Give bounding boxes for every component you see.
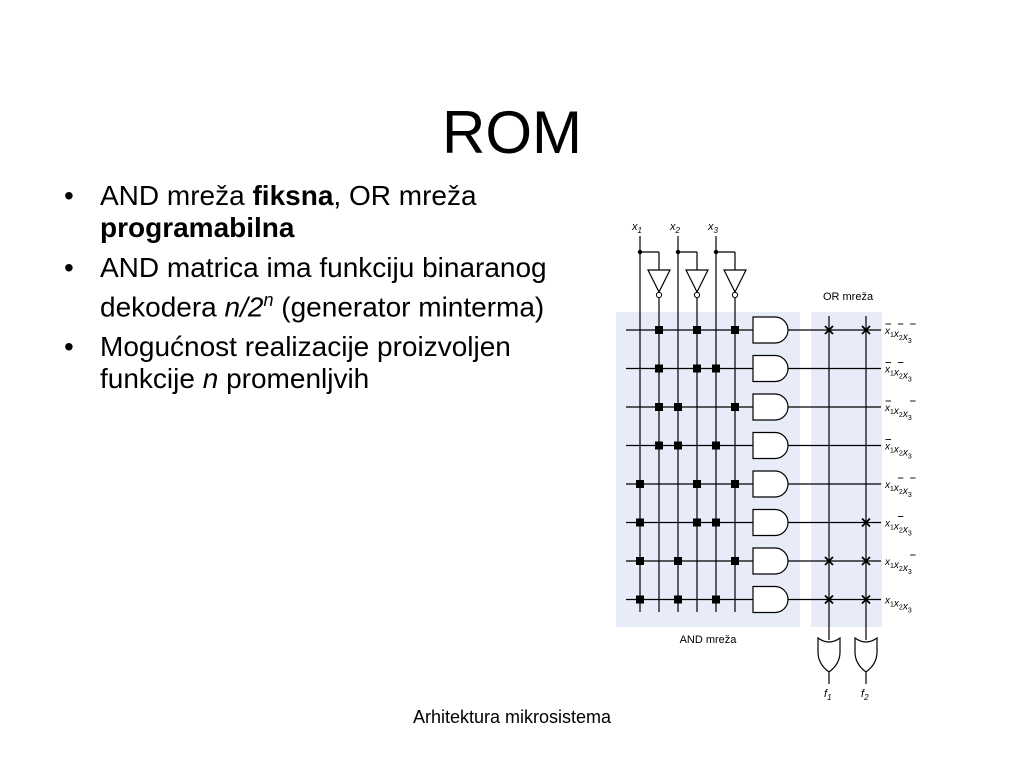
inverter-gate: [686, 270, 708, 292]
and-gate: [753, 317, 788, 343]
input-label: $x_3$: [708, 221, 718, 235]
and-connection: [731, 403, 739, 411]
or-gate: [855, 638, 877, 672]
or-array-label: OR mreža: [822, 291, 874, 303]
bullet-text: promenljvih: [218, 363, 370, 395]
footer-text: Arhitektura mikrosistema: [412, 707, 612, 727]
and-connection: [712, 519, 720, 527]
input-label: $x_2$: [670, 221, 680, 235]
and-array-label: AND mreža: [679, 634, 737, 646]
inverter-gate: [724, 270, 746, 292]
bullet-text: n/2: [224, 291, 264, 323]
bullet-text: AND matrica ima funkciju binaranog dekodera: [100, 252, 547, 323]
and-connection: [693, 480, 701, 488]
and-connection: [655, 442, 663, 450]
minterm-label: $x_1x_2x_3$: [885, 518, 912, 538]
or-array-panel: [811, 312, 882, 627]
minterm-label: $x_1x_2x_3$: [885, 403, 912, 422]
and-connection: [731, 480, 739, 488]
and-connection: [655, 326, 663, 334]
and-gate: [753, 587, 788, 613]
bullet-text: fiksna: [252, 180, 334, 211]
and-connection: [636, 519, 644, 527]
and-connection: [712, 596, 720, 604]
bullet-text: n: [263, 290, 274, 310]
and-gate: [753, 356, 788, 382]
and-connection: [731, 557, 739, 565]
inverter-bubble: [656, 292, 661, 297]
and-connection: [655, 365, 663, 373]
input-label: $x_1$: [632, 221, 642, 235]
and-connection: [712, 365, 720, 373]
bullet-text: AND mreža: [100, 180, 253, 211]
bullet-text: , OR mreža: [333, 180, 477, 211]
inverter-gate: [648, 270, 670, 292]
minterm-label: $x_1x_2x_3$: [885, 441, 912, 461]
and-connection: [636, 596, 644, 604]
and-connection: [693, 365, 701, 373]
output-label: $f_2$: [861, 688, 869, 702]
and-connection: [655, 403, 663, 411]
and-gate: [753, 548, 788, 574]
bullet-text: Mogućnost realizacije proizvoljen funkcije: [100, 331, 511, 395]
or-gate: [818, 638, 840, 672]
minterm-label: $x_1x_2x_3$: [885, 557, 912, 576]
inverter-bubble: [694, 292, 699, 297]
and-connection: [731, 326, 739, 334]
and-connection: [693, 326, 701, 334]
inverter-bubble: [732, 292, 737, 297]
and-gate: [753, 433, 788, 459]
output-label: $f_1$: [824, 688, 832, 702]
and-connection: [693, 519, 701, 527]
bullet-text: (generator minterma): [273, 291, 545, 323]
and-connection: [674, 442, 682, 450]
bullet-text: programabilna: [100, 212, 295, 243]
minterm-label: $x_1x_2x_3$: [885, 364, 912, 384]
and-gate: [753, 471, 788, 497]
minterm-label: $x_1x_2x_3$: [885, 326, 912, 345]
slide-title: ROM: [442, 99, 582, 167]
minterm-label: $x_1x_2x_3$: [885, 595, 912, 615]
and-connection: [712, 442, 720, 450]
and-connection: [674, 596, 682, 604]
and-connection: [636, 480, 644, 488]
and-connection: [674, 403, 682, 411]
minterm-label: $x_1x_2x_3$: [885, 480, 912, 499]
and-connection: [674, 557, 682, 565]
and-gate: [753, 394, 788, 420]
bullet-text: n: [202, 363, 219, 395]
and-gate: [753, 510, 788, 536]
and-connection: [636, 557, 644, 565]
